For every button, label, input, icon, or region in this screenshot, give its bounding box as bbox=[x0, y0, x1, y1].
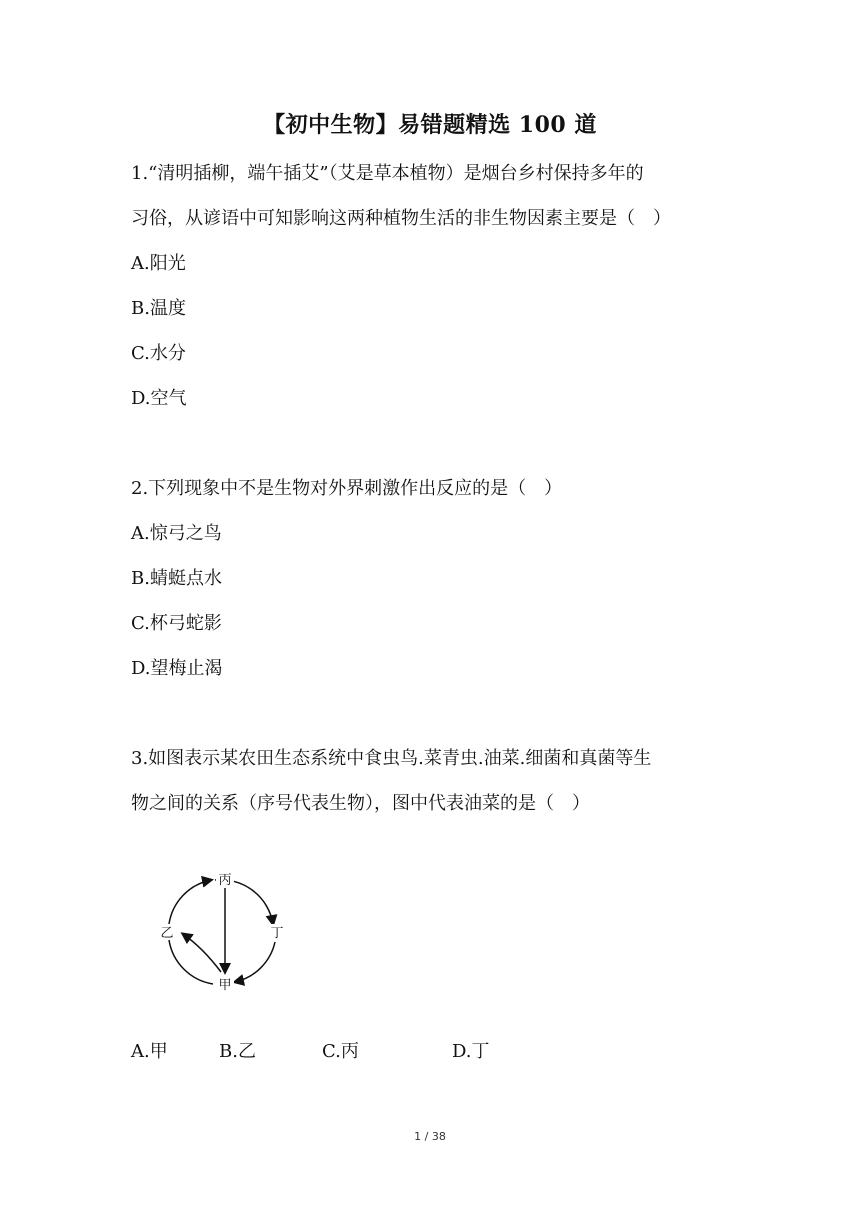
question-1-stem-line-2: 习俗，从谚语中可知影响这两种植物生活的非生物因素主要是（ ） bbox=[131, 208, 671, 229]
question-3-stem-line-2: 物之间的关系（序号代表生物），图中代表油菜的是（ ） bbox=[131, 793, 590, 814]
question-2-stem-line-1: 2.下列现象中不是生物对外界刺激作出反应的是（ ） bbox=[131, 478, 563, 499]
page-title: 【初中生物】易错题精选 100 道 bbox=[263, 112, 597, 138]
question-2-option-a: A.惊弓之鸟 bbox=[131, 523, 222, 544]
arrow-right-to-bottom bbox=[235, 942, 275, 982]
node-left-label: 乙 bbox=[160, 926, 174, 941]
question-1-option-a: A.阳光 bbox=[131, 253, 186, 274]
question-1-option-c: C.水分 bbox=[131, 343, 186, 364]
question-3-option-d: D.丁 bbox=[452, 1041, 490, 1062]
question-3-option-b: B.乙 bbox=[219, 1041, 256, 1062]
question-2-option-b: B.蜻蜓点水 bbox=[131, 568, 222, 589]
page-number: 1 / 38 bbox=[414, 1130, 446, 1143]
node-bottom-label: 甲 bbox=[218, 978, 232, 993]
food-web-diagram bbox=[155, 868, 295, 998]
arrow-left-to-top bbox=[169, 880, 211, 924]
question-2-option-d: D.望梅止渴 bbox=[131, 658, 223, 679]
question-1-option-b: B.温度 bbox=[131, 298, 186, 319]
question-1-stem-line-1: 1.“清明插柳，端午插艾”（艾是草本植物）是烟台乡村保持多年的 bbox=[131, 163, 644, 184]
arc-bottom-to-left bbox=[169, 940, 213, 984]
node-right-label: 丁 bbox=[270, 926, 284, 941]
question-3-option-a: A.甲 bbox=[131, 1041, 168, 1062]
question-2-option-c: C.杯弓蛇影 bbox=[131, 613, 222, 634]
question-3-stem-line-1: 3.如图表示某农田生态系统中食虫鸟.菜青虫.油菜.细菌和真菌等生 bbox=[131, 748, 652, 769]
arrow-bottom-to-left bbox=[183, 934, 221, 972]
question-3-option-c: C.丙 bbox=[322, 1041, 359, 1062]
question-1-option-d: D.空气 bbox=[131, 388, 187, 409]
node-top-label: 丙 bbox=[218, 873, 232, 888]
